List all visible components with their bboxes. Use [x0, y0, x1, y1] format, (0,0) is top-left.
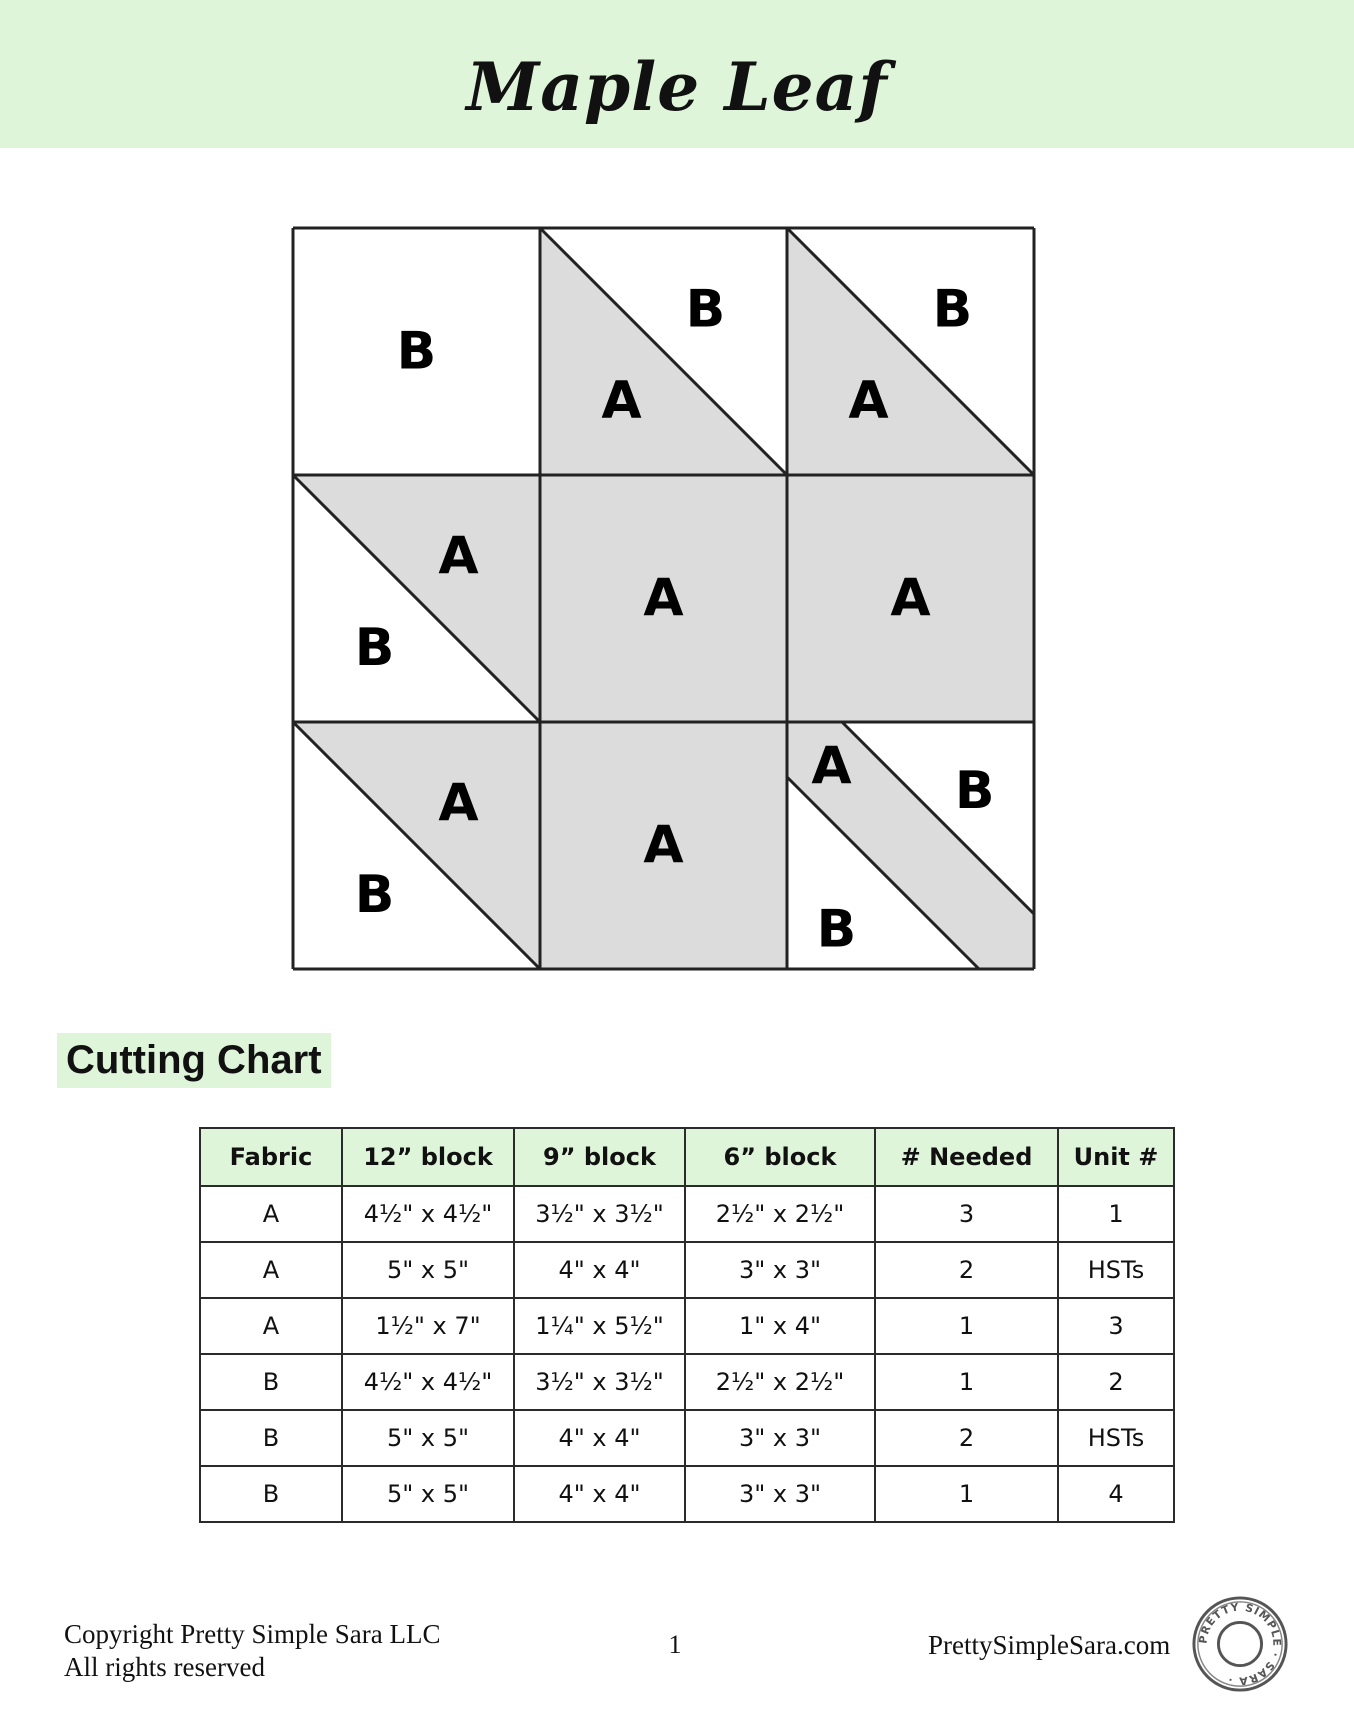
- brand-seal-logo: [1191, 1595, 1289, 1693]
- patch-label: A: [848, 370, 889, 431]
- table-row: [200, 1242, 1174, 1298]
- cell-12-block: 5" x 5": [342, 1466, 514, 1522]
- table-row: [200, 1410, 1174, 1466]
- table-row: [200, 1354, 1174, 1410]
- patch-label: A: [601, 370, 642, 431]
- cell-fabric: A: [200, 1242, 342, 1298]
- website-link[interactable]: PrettySimpleSara.com: [928, 1630, 1171, 1660]
- patch-label: A: [811, 736, 852, 797]
- cell-9-block: 4" x 4": [514, 1242, 685, 1298]
- cell-9-block: 4" x 4": [514, 1410, 685, 1466]
- patch-label: A: [438, 526, 479, 587]
- page-number: 1: [668, 1630, 682, 1659]
- patch-label: B: [816, 899, 857, 960]
- cell-12-block: 5" x 5": [342, 1410, 514, 1466]
- table-row: [200, 1186, 1174, 1242]
- copyright-text: Copyright Pretty Simple Sara LLC: [64, 1619, 441, 1649]
- patch-label: B: [396, 321, 437, 382]
- cell-9-block: 3½" x 3½": [514, 1186, 685, 1242]
- patch-label: B: [954, 761, 995, 822]
- cell-needed: 1: [875, 1298, 1058, 1354]
- cell-needed: 2: [875, 1410, 1058, 1466]
- cell-needed: 2: [875, 1242, 1058, 1298]
- cutting-chart-heading: Cutting Chart: [57, 1033, 331, 1088]
- column-header-fabric: Fabric: [200, 1128, 342, 1186]
- column-header-needed: # Needed: [875, 1128, 1058, 1186]
- table-row: [200, 1298, 1174, 1354]
- maple-leaf-block-diagram: [290, 225, 1050, 985]
- table-header-row: [200, 1128, 1174, 1186]
- cell-fabric: B: [200, 1410, 342, 1466]
- cell-unit: 4: [1058, 1466, 1174, 1522]
- table-row: [200, 1466, 1174, 1522]
- cell-fabric: A: [200, 1186, 342, 1242]
- cell-needed: 3: [875, 1186, 1058, 1242]
- patch-label: B: [354, 617, 395, 678]
- column-header-unit: Unit #: [1058, 1128, 1174, 1186]
- page-title: Maple Leaf: [466, 48, 888, 126]
- patch-label: B: [685, 279, 726, 340]
- cell-9-block: 3½" x 3½": [514, 1354, 685, 1410]
- cell-12-block: 1½" x 7": [342, 1298, 514, 1354]
- column-header-6-block: 6” block: [685, 1128, 875, 1186]
- cell-unit: 1: [1058, 1186, 1174, 1242]
- patch-label: A: [438, 773, 479, 834]
- cutting-chart-table: [199, 1127, 1175, 1523]
- cell-fabric: B: [200, 1354, 342, 1410]
- cell-fabric: A: [200, 1298, 342, 1354]
- cell-6-block: 3" x 3": [685, 1410, 875, 1466]
- column-header-12-block: 12” block: [342, 1128, 514, 1186]
- cell-12-block: 4½" x 4½": [342, 1186, 514, 1242]
- cell-12-block: 5" x 5": [342, 1242, 514, 1298]
- svg-text:PRETTY SIMPLE · SARA ·: PRETTY SIMPLE · SARA ·: [1196, 1600, 1284, 1688]
- footer-copyright: [64, 1618, 440, 1684]
- patch-label: B: [932, 279, 973, 340]
- cell-unit: HSTs: [1058, 1242, 1174, 1298]
- rights-text: All rights reserved: [64, 1652, 265, 1682]
- patch-label: A: [890, 568, 931, 629]
- cell-6-block: 2½" x 2½": [685, 1186, 875, 1242]
- cell-unit: 2: [1058, 1354, 1174, 1410]
- cell-6-block: 3" x 3": [685, 1466, 875, 1522]
- cell-6-block: 3" x 3": [685, 1242, 875, 1298]
- cell-9-block: 1¼" x 5½": [514, 1298, 685, 1354]
- cell-9-block: 4" x 4": [514, 1466, 685, 1522]
- cell-fabric: B: [200, 1466, 342, 1522]
- cell-12-block: 4½" x 4½": [342, 1354, 514, 1410]
- cell-unit: 3: [1058, 1298, 1174, 1354]
- cell-6-block: 1" x 4": [685, 1298, 875, 1354]
- patch-label: B: [354, 864, 395, 925]
- patch-label: A: [643, 568, 684, 629]
- patch-label: A: [643, 815, 684, 876]
- column-header-9-block: 9” block: [514, 1128, 685, 1186]
- cell-6-block: 2½" x 2½": [685, 1354, 875, 1410]
- cell-unit: HSTs: [1058, 1410, 1174, 1466]
- cell-needed: 1: [875, 1354, 1058, 1410]
- cell-needed: 1: [875, 1466, 1058, 1522]
